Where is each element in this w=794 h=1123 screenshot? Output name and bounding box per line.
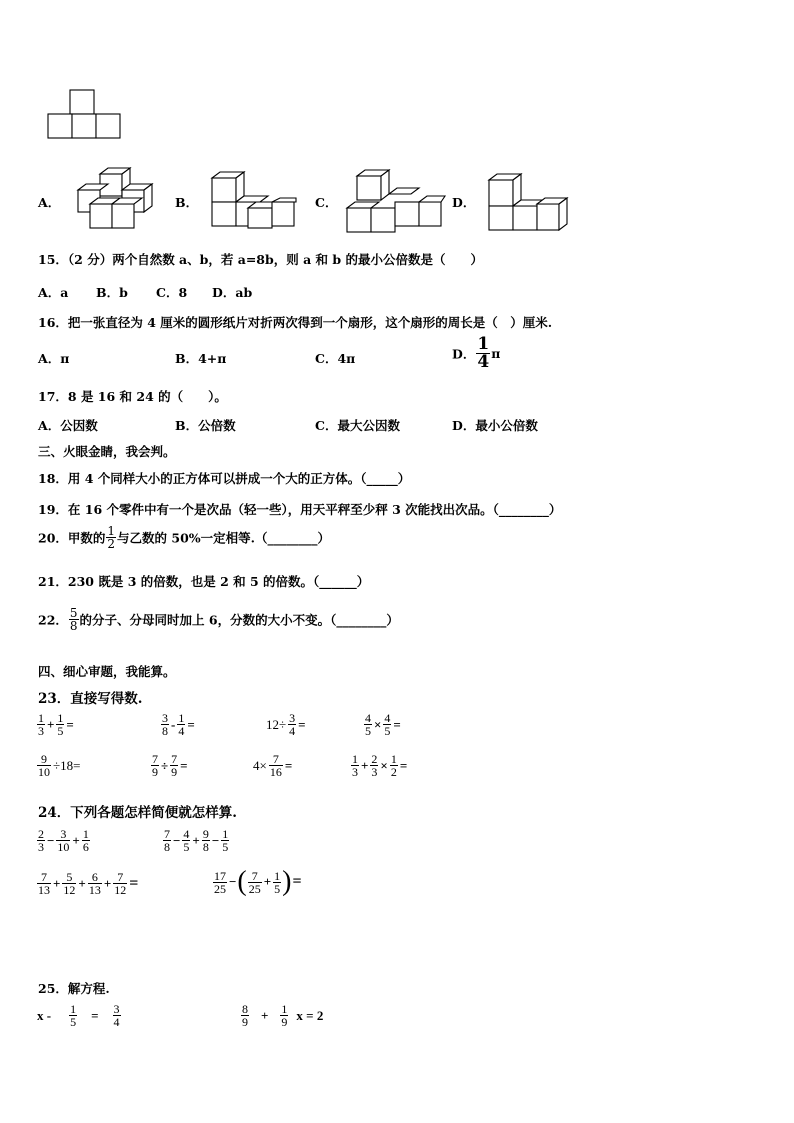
operator: +: [47, 716, 55, 732]
q22-suffix: 的分子、分母同时加上 6，分数的大小不变。（________）: [79, 612, 399, 628]
denominator: 8: [164, 840, 170, 854]
denominator: 5: [384, 724, 391, 738]
option-a-cubes-figure[interactable]: [70, 168, 165, 234]
numerator: 9: [202, 827, 209, 841]
numerator: 1: [57, 711, 64, 725]
question-23-title: 23．直接写得数.: [38, 691, 143, 707]
option-b-label[interactable]: B．: [175, 195, 199, 210]
numerator: 7: [113, 871, 127, 884]
q23-expression-2: [160, 712, 196, 737]
q17-option-a[interactable]: A．公因数: [38, 418, 98, 433]
fraction-denominator: 8: [69, 619, 78, 633]
denominator: 10: [57, 840, 70, 854]
denominator: 13: [38, 883, 50, 897]
equals-sign: =: [393, 716, 401, 732]
numerator: 6: [88, 871, 102, 884]
denominator: 3: [352, 765, 358, 779]
q23-expression-6: [150, 753, 189, 778]
suffix: ÷18=: [53, 757, 81, 773]
numerator: 1: [390, 752, 397, 766]
denominator: 9: [152, 765, 158, 779]
denominator: 3: [38, 840, 44, 854]
fraction-denominator: 4: [477, 352, 490, 372]
fraction-denominator: 2: [107, 537, 116, 551]
q25-equation-1: [36, 1003, 122, 1028]
operator: +: [103, 875, 112, 891]
q23-expression-4: [363, 712, 402, 737]
q24-expression-1: [36, 828, 91, 853]
operator: −: [173, 832, 181, 848]
q16-option-a[interactable]: A．π: [38, 351, 70, 366]
q22-prefix: 22．: [38, 612, 68, 628]
q24-expression-2: [162, 828, 230, 853]
denominator: 4: [113, 1015, 120, 1029]
operator: ×: [380, 757, 388, 773]
left-parenthesis: (: [237, 866, 247, 897]
equals-sign: =: [180, 757, 188, 773]
q20-prefix: 20．甲数的: [38, 530, 106, 546]
q25-equation-2: [240, 1003, 324, 1028]
denominator: 25: [214, 881, 226, 896]
numerator: 7: [248, 870, 262, 883]
q24-expression-4: [212, 866, 303, 898]
prefix: 4×: [253, 757, 267, 773]
denominator: 5: [222, 840, 229, 854]
q16-option-d-label: D．: [452, 346, 476, 362]
q24-expression-3: [36, 871, 139, 896]
equals-sign: =: [66, 716, 74, 732]
q16-option-d[interactable]: [452, 336, 500, 371]
equals-sign: =: [129, 874, 139, 892]
option-c-label[interactable]: C．: [315, 195, 338, 210]
equation-suffix: x = 2: [296, 1007, 324, 1023]
equals-sign: =: [187, 716, 195, 732]
option-b-cubes-figure[interactable]: [210, 170, 305, 236]
numerator: 1: [281, 1002, 288, 1016]
denominator: 12: [63, 883, 76, 897]
numerator: 9: [37, 753, 51, 766]
q22-fraction: [69, 607, 79, 632]
operator: +: [53, 875, 61, 891]
denominator: 6: [82, 840, 89, 854]
denominator: 9: [171, 765, 178, 779]
option-c-cubes-figure[interactable]: [345, 168, 445, 236]
question-21-text: 21．230 既是 3 的倍数，也是 2 和 5 的倍数。（______）: [38, 574, 370, 589]
equals-sign: =: [399, 757, 408, 773]
denominator: 12: [114, 883, 127, 897]
numerator: 3: [289, 711, 296, 725]
denominator: 9: [242, 1015, 248, 1029]
q23-expression-8: [350, 753, 408, 778]
denominator: 13: [88, 883, 101, 897]
operator: +: [263, 874, 272, 889]
numerator: 2: [371, 752, 378, 766]
denominator: 4: [178, 724, 185, 738]
pi-symbol: π: [491, 346, 501, 361]
operator: +: [361, 757, 369, 773]
fraction-numerator: 5: [69, 606, 78, 620]
option-d-label[interactable]: D．: [452, 195, 476, 210]
denominator: 3: [38, 724, 44, 738]
numerator: 7: [164, 827, 170, 841]
numerator: 4: [365, 711, 371, 725]
numerator: 1: [178, 711, 185, 725]
numerator: 7: [269, 753, 283, 766]
question-15-text: 15．（2 分）两个自然数 a、b，若 a=8b，则 a 和 b 的最小公倍数是（ ）: [38, 252, 483, 267]
numerator: 1: [274, 868, 281, 883]
operator: +: [192, 832, 200, 848]
q15-option-b[interactable]: B．b: [96, 285, 128, 300]
question-16-text: 16．把一张直径为 4 厘米的圆形纸片对折两次得到一个扇形，这个扇形的周长是（ ）厘米.: [38, 315, 553, 330]
numerator: 1: [352, 752, 358, 766]
numerator: 4: [384, 711, 391, 725]
question-25-title: 25．解方程.: [38, 981, 110, 996]
fraction-numerator: 1: [477, 334, 490, 354]
denominator: 2: [390, 765, 397, 779]
equation-prefix: x -: [37, 1007, 52, 1023]
numerator: 17: [214, 868, 226, 883]
denominator: 10: [38, 765, 50, 779]
q23-expression-7: [252, 753, 293, 778]
equals-sign: =: [284, 757, 293, 773]
q16-option-b[interactable]: B．4+π: [175, 351, 227, 366]
option-a-label[interactable]: A．: [38, 195, 61, 210]
denominator: 5: [70, 1015, 77, 1029]
question-19-text: 19．在 16 个零件中有一个是次品（轻一些），用天平秤至少秤 3 次能找出次品。（________）: [38, 502, 562, 517]
denominator: 25: [248, 881, 261, 896]
numerator: 3: [162, 711, 168, 725]
q23-expression-3: [265, 712, 307, 737]
denominator: 8: [202, 840, 209, 854]
section-4-heading: 四、细心审题，我能算。: [38, 664, 176, 679]
denominator: 5: [365, 724, 371, 738]
section-3-heading: 三、火眼金睛，我会判。: [38, 444, 176, 459]
numerator: 1: [82, 827, 89, 841]
q15-option-d[interactable]: D．ab: [212, 285, 253, 300]
q17-option-d[interactable]: D．最小公倍数: [452, 418, 538, 433]
q15-option-c[interactable]: C．8: [156, 285, 188, 300]
operator: +: [78, 875, 86, 891]
operator: −: [229, 874, 237, 889]
prefix: 12÷: [266, 716, 287, 732]
denominator: 8: [162, 724, 168, 738]
q17-option-c[interactable]: C．最大公因数: [315, 418, 400, 433]
numerator: 3: [56, 828, 70, 841]
operator: −: [47, 832, 55, 848]
question-24-title: 24．下列各题怎样简便就怎样算.: [38, 805, 237, 821]
operator: ×: [374, 716, 382, 732]
right-parenthesis: ): [282, 866, 292, 897]
q16-option-c[interactable]: C．4π: [315, 351, 356, 366]
q23-expression-5: [36, 753, 81, 778]
q15-option-a[interactable]: A．a: [38, 285, 69, 300]
numerator: 3: [113, 1002, 120, 1016]
fraction-numerator: 1: [107, 524, 116, 538]
q20-fraction: [106, 525, 116, 550]
numerator: 7: [171, 752, 178, 766]
operator: -: [171, 716, 176, 732]
equals-sign: =: [91, 1007, 99, 1023]
numerator: 5: [62, 871, 76, 884]
denominator: 16: [269, 765, 282, 779]
denominator: 3: [371, 765, 378, 779]
numerator: 1: [222, 827, 229, 841]
denominator: 9: [281, 1015, 288, 1029]
question-22: [38, 607, 399, 632]
operator: ÷: [161, 757, 169, 773]
q16-option-d-fraction: [476, 336, 490, 371]
q23-expression-1: [36, 712, 75, 737]
q20-suffix: 与乙数的 50%一定相等.（________）: [117, 530, 331, 546]
equals-sign: =: [292, 873, 302, 890]
operator: −: [211, 832, 220, 848]
question-18-text: 18．用 4 个同样大小的正方体可以拼成一个大的正方体。（_____）: [38, 471, 411, 486]
operator: +: [261, 1007, 269, 1023]
numerator: 7: [152, 752, 158, 766]
question-17-text: 17．8 是 16 和 24 的（ ）。: [38, 389, 227, 404]
numerator: 1: [70, 1002, 77, 1016]
denominator: 5: [274, 881, 281, 896]
equals-sign: =: [298, 716, 306, 732]
option-d-cubes-figure[interactable]: [487, 172, 577, 234]
q17-option-b[interactable]: B．公倍数: [175, 418, 236, 433]
numerator: 2: [38, 827, 44, 841]
numerator: 8: [242, 1002, 248, 1016]
denominator: 5: [57, 724, 64, 738]
top-view-figure: [46, 90, 126, 140]
question-20: [38, 525, 330, 550]
operator: +: [72, 832, 80, 848]
numerator: 1: [38, 711, 44, 725]
denominator: 5: [183, 840, 190, 854]
numerator: 7: [37, 871, 51, 884]
denominator: 4: [289, 724, 296, 738]
numerator: 4: [183, 827, 190, 841]
